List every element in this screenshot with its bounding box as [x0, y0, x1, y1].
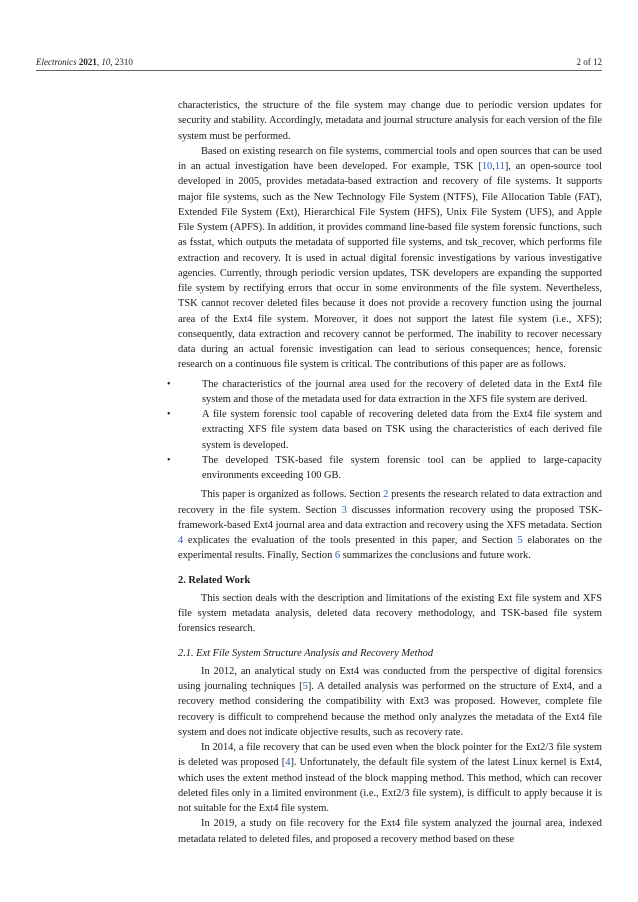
article-number: 2310: [114, 57, 133, 67]
journal-year: 2021: [78, 57, 97, 67]
reference-link-10[interactable]: 10: [481, 161, 493, 172]
contributions-list: [167, 377, 602, 484]
body-content: [167, 98, 603, 847]
paragraph-tsk-intro: Based on existing research on file systems, commercial tools and open sources that can be used in an actual investigation have been developed. For example, TSK [10,11], an open-source tool developed in 2005, provides metadata-based extraction and recovery of file systems. It supports major file systems, such as the New Technology File System (NTFS), File Allocation Table (FAT), Extended File System (Ext), Hierarchical File System (HFS), Unix File System (UFS), and Apple File System (APFS). In addition, it provides command line-based file system forensic functions, such as fsstat, which outputs the metadata of supported file systems, and tsk_recover, which performs file extraction and recovery. It is used in actual digital forensic investigations by various investigative agencies. Currently, through periodic version updates, TSK developers are expanding the supported file system by rectifying errors that occur in some environments of the file system. Nevertheless, TSK cannot recover deleted files because it does not provide a recovery function using the journal area of the Ext4 file system. Moreover, it does not support the latest file system (i.e., XFS); consequently, data extraction and recovery cannot be performed. The inability to recover necessary data during an actual forensic investigation can lead to serious consequences; hence, forensic research on a continuous file system is critical. The contributions of this paper are as follows.: [178, 145, 602, 371]
section-link-5[interactable]: 5: [517, 535, 523, 546]
list-item: • The characteristics of the journal area used for the recovery of deleted data in the Ext4 file system and those of the metadata used for data extraction in the XFS file system are derived.: [167, 378, 602, 405]
bullet-icon: •: [167, 454, 171, 466]
header-rule: [36, 70, 602, 71]
list-item: • A file system forensic tool capable of recovering deleted data from the Ext4 file system and extracting XFS file system data based on TSK using the characteristics of each derived file system is developed.: [167, 409, 602, 451]
reference-link-4[interactable]: 4: [285, 757, 291, 769]
section-link-2[interactable]: 2: [383, 489, 389, 501]
paragraph-related-work: This section deals with the description and limitations of the existing Ext file system and XFS file system metadata analysis, deleted data recovery methodology, and TSK-based file system forensics research.: [178, 592, 602, 635]
subsection-heading-ext: 2.1. Ext File System Structure Analysis and Recovery Method: [178, 647, 434, 659]
section-heading-related-work: 2. Related Work: [178, 574, 251, 586]
reference-link-5[interactable]: 5: [302, 681, 308, 692]
section-link-4[interactable]: 4: [178, 535, 184, 546]
paragraph-2014-study: In 2014, a file recovery that can be used even when the block pointer for the Ext2/3 file system is deleted was proposed [4]. Unfortunately, the default file system of the latest Linux kernel is Ext4, which uses the extent method instead of the block mapping method. This method, which can recover deleted files only in a limited environment (i.e., Ext2/3 file system), is difficult to apply because it is not suitable for the Ext4 file system.: [178, 742, 602, 814]
journal-citation: Electronics 2021, 10, 2310: [36, 57, 133, 67]
journal-name: Electronics: [36, 57, 77, 67]
paragraph-2012-study: In 2012, an analytical study on Ext4 was conducted from the perspective of digital forensics using journaling techniques [5]. A detailed analysis was performed on the structure of Ext4, and a recovery method considering the compatibility with Ext3 was proposed. However, complete file recovery is difficult to comprehend because the method only analyzes the metadata of the Ext4 file system and does not indicate objective results, such as recovery rate.: [178, 665, 603, 738]
section-link-3[interactable]: 3: [341, 504, 347, 516]
bullet-icon: •: [167, 409, 171, 420]
bullet-icon: •: [167, 378, 171, 390]
reference-link-11[interactable]: 11: [494, 161, 505, 172]
journal-volume: 10: [101, 57, 111, 67]
page-number: 2 of 12: [576, 57, 602, 67]
paragraph-organization: This paper is organized as follows. Section 2 presents the research related to data extraction and recovery in the file system. Section 3 discusses information recovery using the proposed TSK-framework-based Ext4 journal area and data extraction and recovery using the XFS metadata. Section 4 explicates the evaluation of the tools presented in this paper, and Section 5 elaborates on the experimental results. Finally, Section 6 summarizes the conclusions and future work.: [178, 489, 602, 562]
paragraph-2019-study: In 2019, a study on file recovery for the Ext4 file system analyzed the journal area, indexed metadata related to deleted files, and proposed a recovery method based on these: [178, 818, 602, 845]
paragraph-continued: characteristics, the structure of the file system may change due to periodic version updates for security and stability. Accordingly, metadata and journal structure analysis for each version of the file system must be performed.: [178, 100, 602, 142]
list-item: • The developed TSK-based file system forensic tool can be applied to large-capacity environments exceeding 100 GB.: [167, 454, 602, 481]
section-link-6[interactable]: 6: [334, 550, 341, 562]
